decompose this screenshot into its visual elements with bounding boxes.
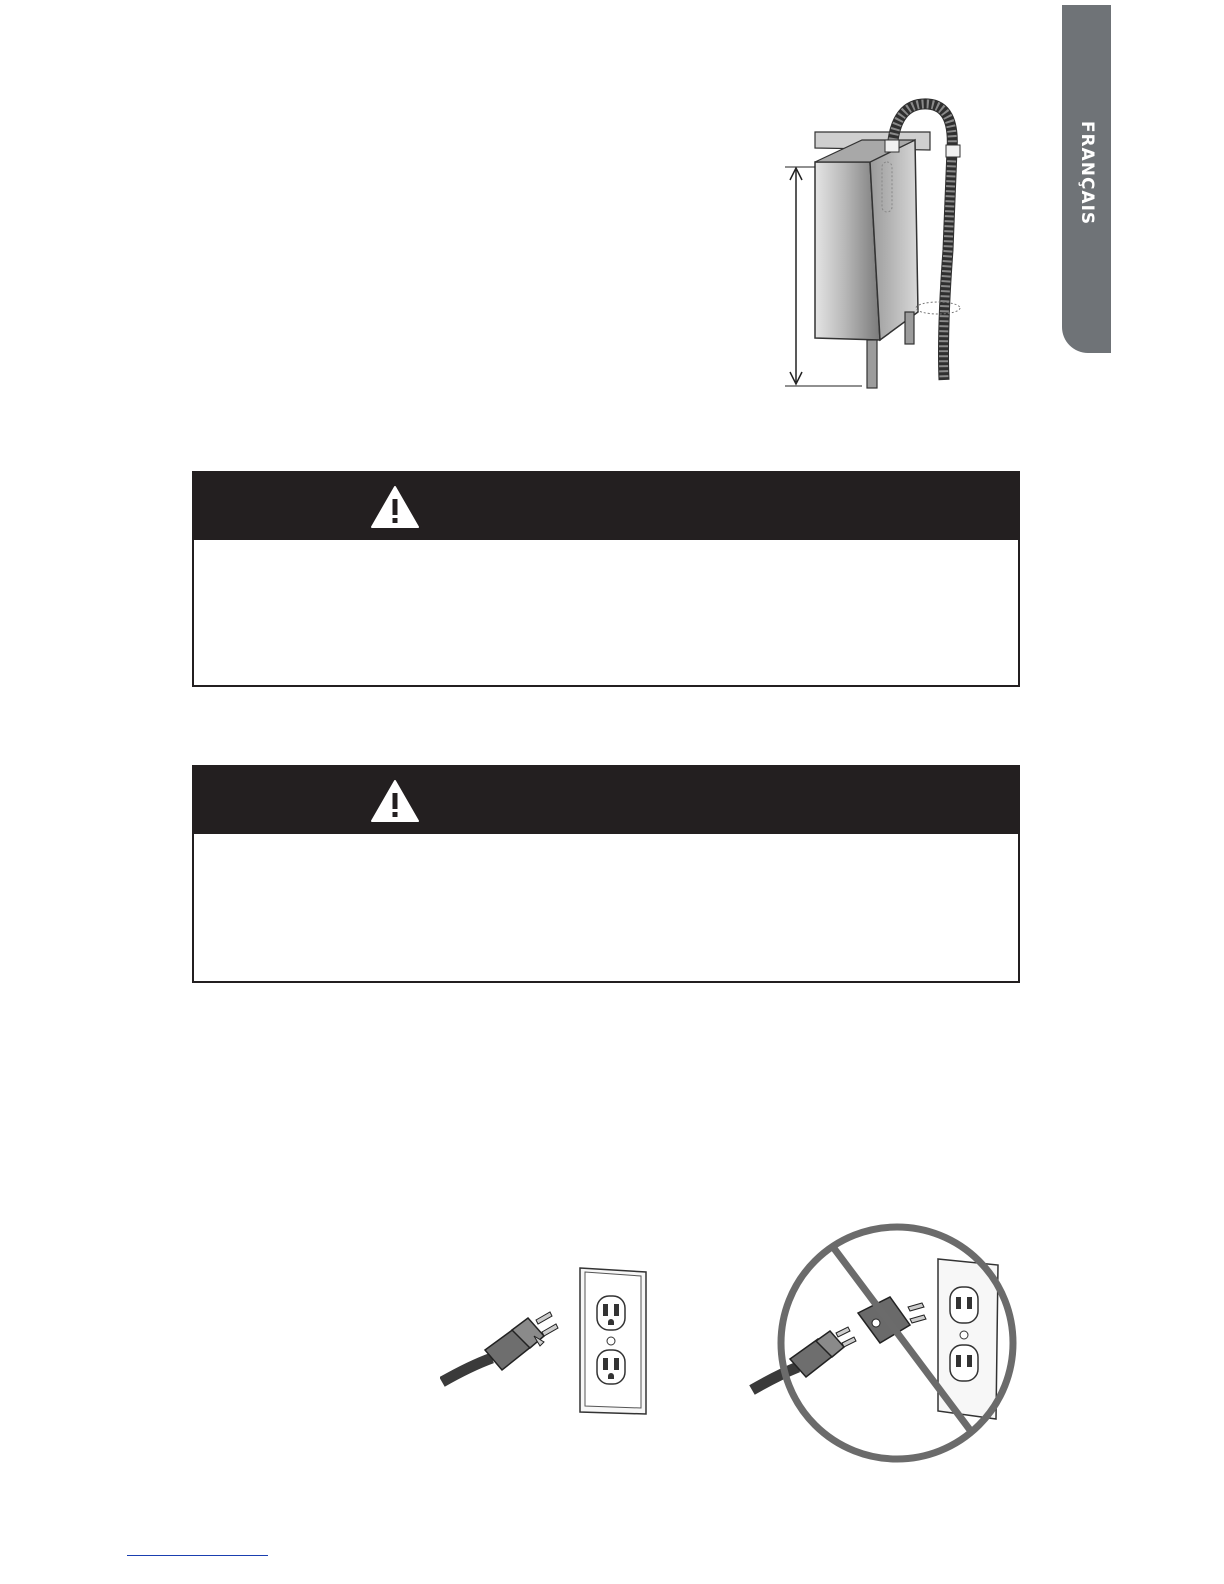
- warning-triangle-icon: [370, 485, 420, 529]
- warning-triangle-icon: [370, 779, 420, 823]
- language-tab-label: FRANÇAIS: [1076, 120, 1097, 226]
- warning-box-1: [192, 471, 1020, 687]
- adapter-plug-prohibited-illustration: [740, 1215, 1030, 1465]
- warning-box-1-header: [194, 473, 1018, 540]
- drain-hose-illustration: [770, 90, 1000, 400]
- warning-box-2: [192, 765, 1020, 983]
- grounded-plug-outlet-illustration: [440, 1262, 655, 1422]
- warning-box-2-header: [194, 767, 1018, 834]
- footer-link-rule: [127, 1555, 268, 1556]
- language-side-tab: [1062, 5, 1111, 353]
